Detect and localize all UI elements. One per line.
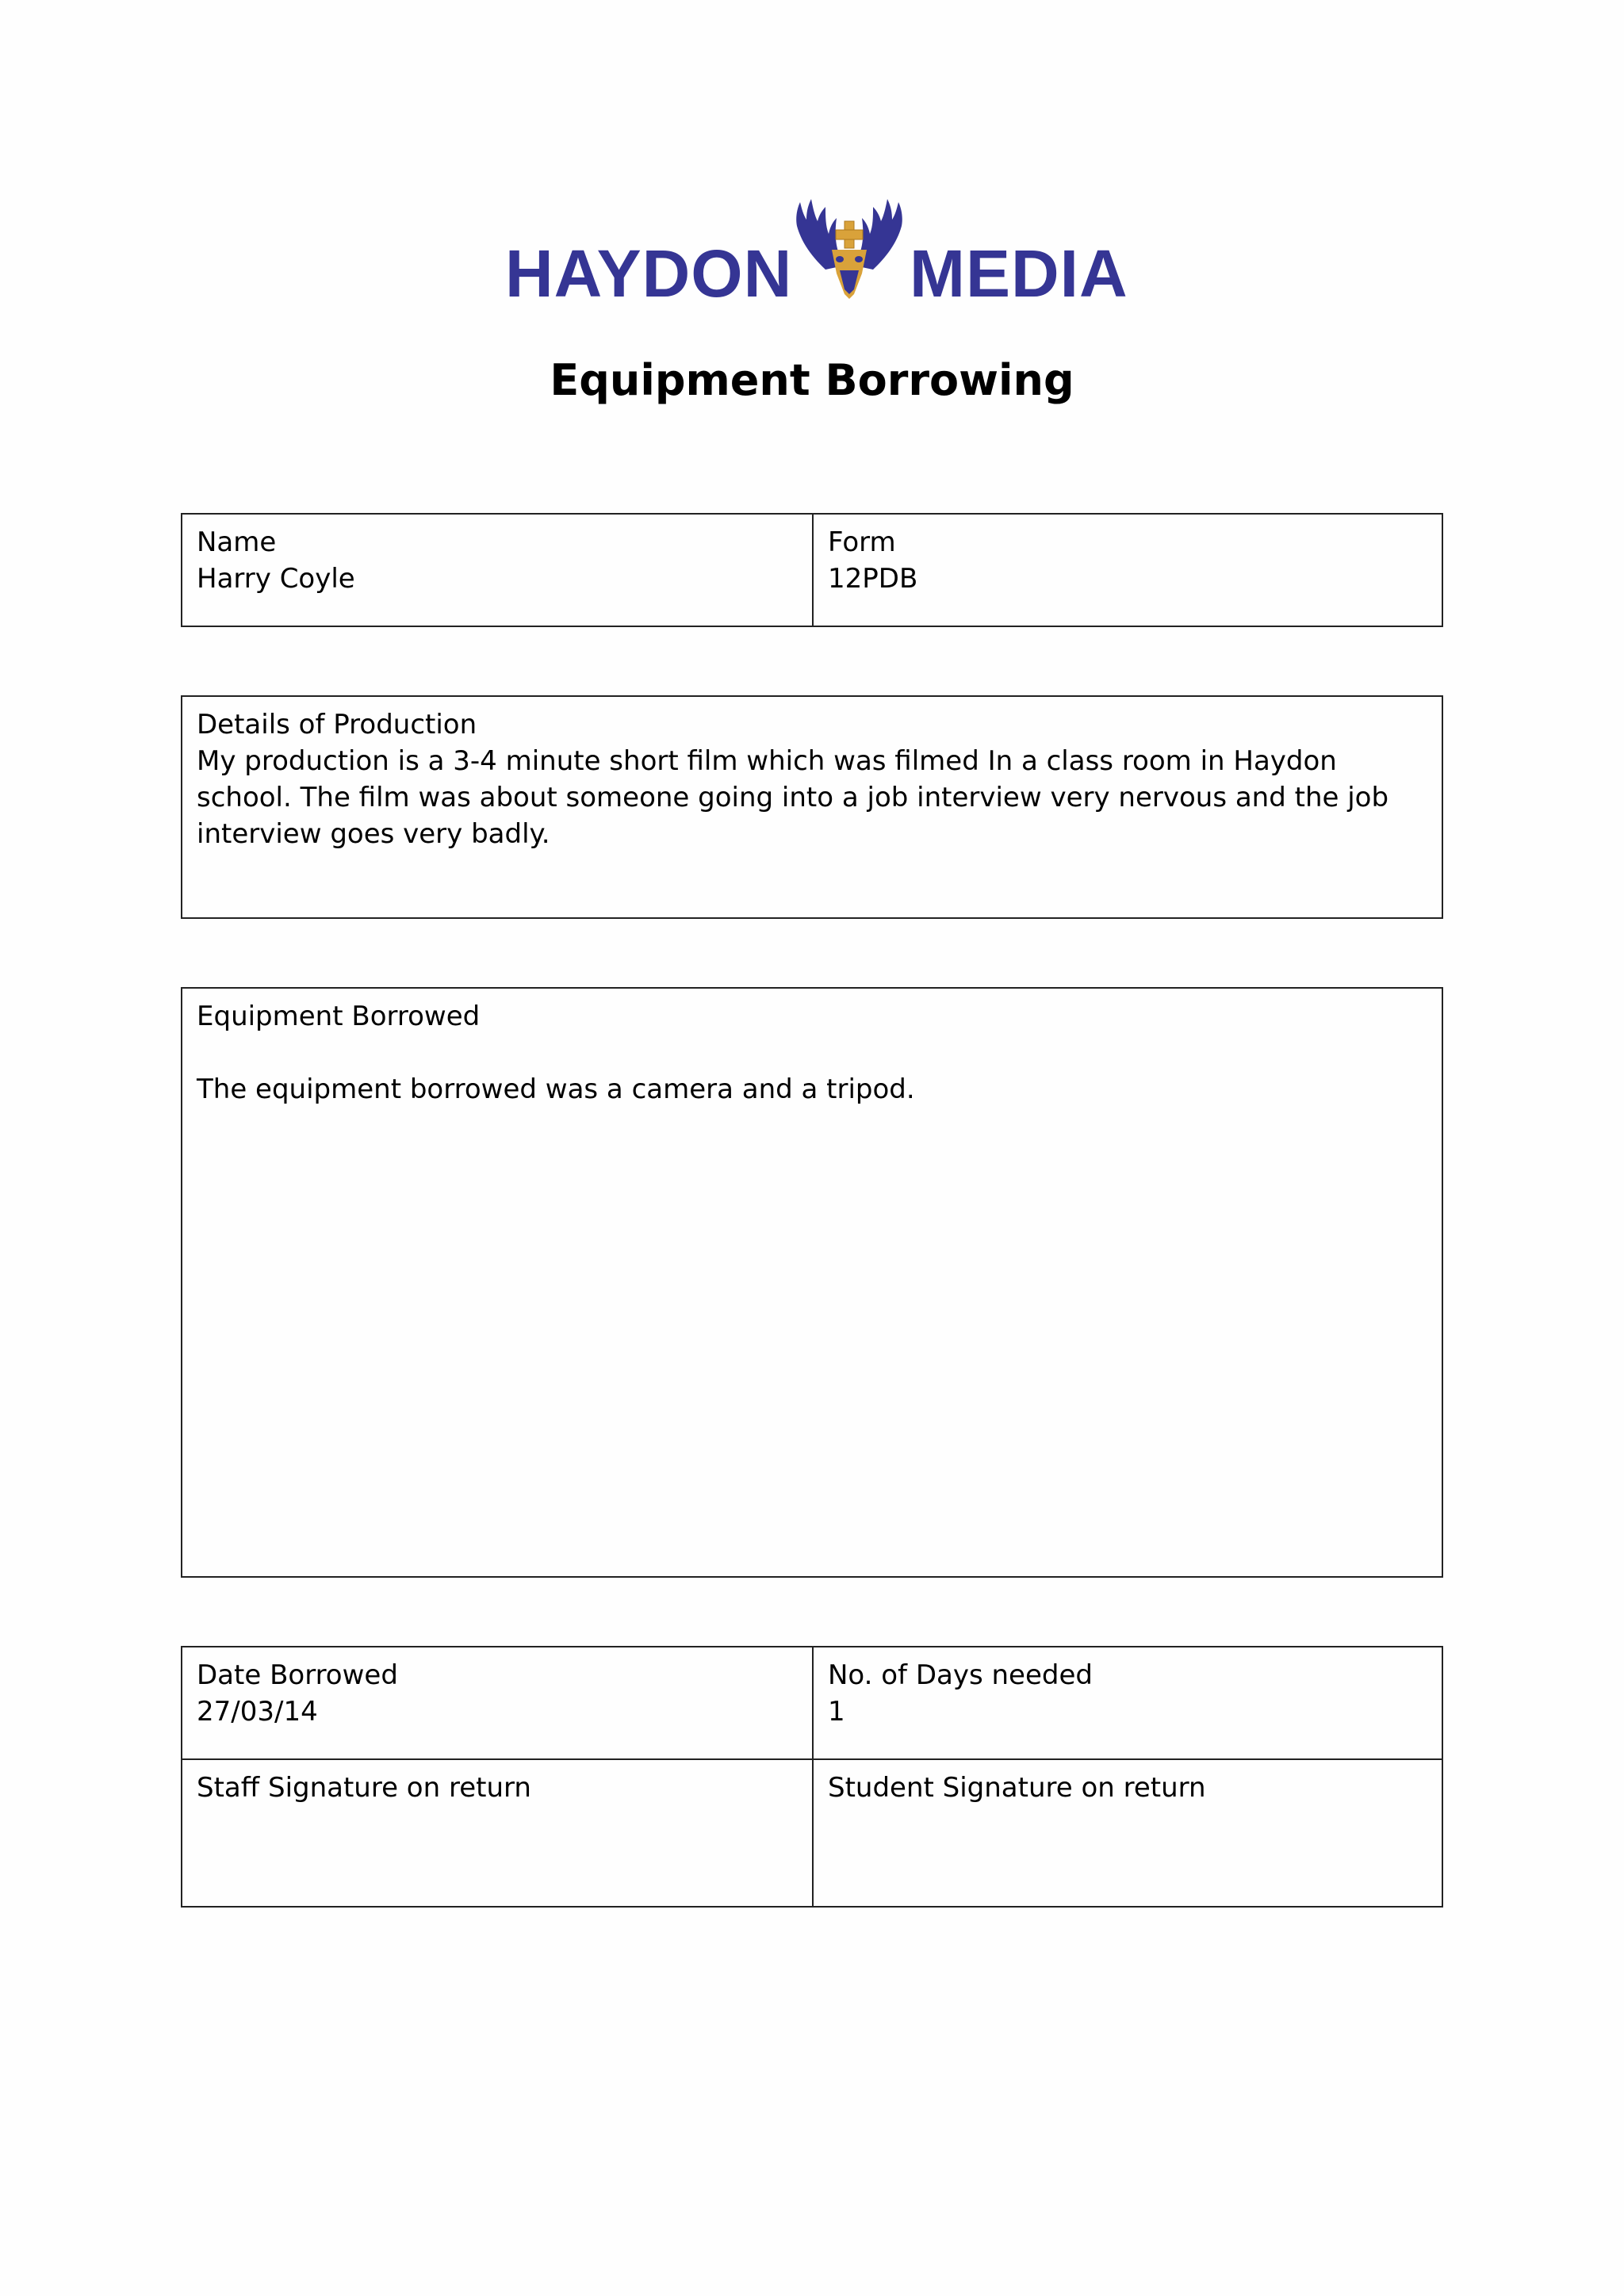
staff-signature-label: Staff Signature on return bbox=[197, 1772, 531, 1804]
date-borrowed-label: Date Borrowed bbox=[197, 1659, 398, 1691]
equipment-label: Equipment Borrowed bbox=[197, 1001, 481, 1032]
form-label: Form bbox=[828, 526, 896, 558]
date-borrowed-cell bbox=[182, 1647, 814, 1758]
equipment-borrowed-box bbox=[181, 987, 1443, 1578]
student-signature-cell[interactable] bbox=[814, 1760, 1442, 1906]
days-needed-label: No. of Days needed bbox=[828, 1659, 1093, 1691]
borrowing-table bbox=[181, 1646, 1443, 1908]
production-label: Details of Production bbox=[197, 709, 477, 740]
logo-word-media: MEDIA bbox=[910, 236, 1128, 311]
production-details-box bbox=[181, 695, 1443, 919]
student-signature-label: Student Signature on return bbox=[828, 1772, 1206, 1804]
date-borrowed-value[interactable]: 27/03/14 bbox=[197, 1696, 318, 1728]
production-text[interactable]: My production is a 3-4 minute short film which was filmed In a class room in Haydon school. The film was about someone going into a job interview very nervous and the job interview goes very badly. bbox=[197, 745, 1389, 850]
form-value[interactable]: 12PDB bbox=[828, 563, 918, 595]
name-cell bbox=[182, 515, 814, 626]
name-label: Name bbox=[197, 526, 277, 558]
staff-signature-cell[interactable] bbox=[182, 1760, 814, 1906]
page-title: Equipment Borrowing bbox=[550, 355, 1074, 405]
form-cell bbox=[814, 515, 1442, 626]
days-needed-cell bbox=[814, 1647, 1442, 1758]
name-form-table bbox=[181, 513, 1443, 627]
logo-word-haydon: HAYDON bbox=[505, 236, 793, 311]
days-needed-value[interactable]: 1 bbox=[828, 1696, 845, 1728]
stag-head-icon bbox=[789, 194, 910, 301]
name-value[interactable]: Harry Coyle bbox=[197, 563, 355, 595]
equipment-text[interactable]: The equipment borrowed was a camera and a tripod. bbox=[197, 1073, 915, 1105]
haydon-media-logo bbox=[0, 194, 1624, 313]
